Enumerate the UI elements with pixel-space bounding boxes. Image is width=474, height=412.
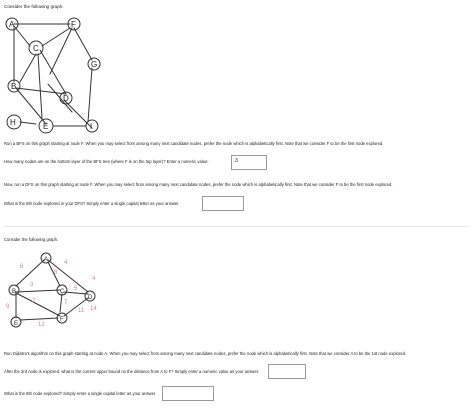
q2-weight-label: 2 [32,298,36,304]
svg-text:A: A [9,20,15,29]
svg-text:D: D [63,94,69,103]
q2-weight-label: 9 [6,304,10,310]
q1-sixth-node-question: What is the 6th node explored in your DFS? Simply enter a single capital letter as your answer. [4,201,180,206]
svg-text:B: B [11,82,17,91]
q2-intro: Consider the following graph. [4,237,59,242]
svg-text:I: I [90,122,93,131]
svg-text:H: H [10,118,16,127]
q1-node-i [86,120,98,132]
q1-node-b [8,80,20,92]
q2-node-d [85,291,95,301]
q2-dijkstra-prompt: Run Dijkstra's algorithm on this graph starting at node A. When you may select from among many next candidate nodes, prefer the node which is alphabetically first. Note that we consider A to be the 1st node explored. [4,351,407,356]
q2-node-a [41,253,51,263]
q2-weight-label: 6 [20,264,24,270]
q1-node-g [88,58,100,70]
question-divider [4,226,470,227]
svg-text:D: D [88,295,93,301]
q2-weight-label: 5 [74,286,78,292]
q1-node-h [7,115,21,129]
q2-upper-bound-question: After the 3rd node is explored, what is the current upper bound on the distance from A to F? Simply enter a numeric value as your answer. [4,369,260,374]
q2-weight-label: 7 [64,300,68,306]
q1-bfs-prompt: Run a BFS on this graph starting at node F. When you may select from among many next candidate nodes, prefer the node which is alphabetically first. Note that we consider F to be the first node explored. [4,141,384,146]
q1-node-d [60,92,72,104]
q2-weight-label: 4 [64,260,68,266]
q2-upper-bound-input[interactable] [268,364,306,379]
q1-sixth-node-input[interactable] [202,196,244,211]
svg-text:F: F [71,20,76,29]
svg-text:F: F [60,317,64,323]
svg-text:C: C [33,44,39,53]
q1-graph-image [2,14,122,131]
q2-weight-label: 12 [38,322,45,328]
q2-weight-label: 11 [78,308,85,314]
svg-text:G: G [91,60,98,69]
svg-text:E: E [14,321,19,327]
q2-weight-label: 4 [92,276,96,282]
q2-sixth-node-input[interactable] [162,386,214,401]
q2-graph-image [2,252,102,332]
q1-intro: Consider the following graph. [4,4,64,9]
q1-dfs-prompt: Now, run a DFS on this graph starting at node F. When you may select from among many next candidate nodes, prefer the node which is alphabetically first. Note that we consider F to be the first node explored. [4,182,393,187]
svg-text:A: A [44,257,49,263]
q2-node-b [9,285,19,295]
svg-text:B: B [12,289,17,295]
svg-text:C: C [60,289,65,295]
q1-bottom-layer-question: How many nodes are on the bottom layer of the BFS tree (where F is on the top layer)? Enter a numeric value: [4,159,209,164]
q2-weight-label: 14 [90,306,97,312]
q2-weight-label: 3 [30,282,34,288]
q2-sixth-node-question: What is the 6th node explored? Simply enter a single capital letter as your answer. [4,391,157,396]
q2-weight-label: 8 [54,270,58,276]
q1-node-e [39,119,53,133]
svg-text:E: E [43,122,49,131]
q1-bottom-layer-input[interactable]: 3 [231,155,267,170]
q1-graph-edges [14,24,92,128]
q1-node-c [29,41,43,55]
